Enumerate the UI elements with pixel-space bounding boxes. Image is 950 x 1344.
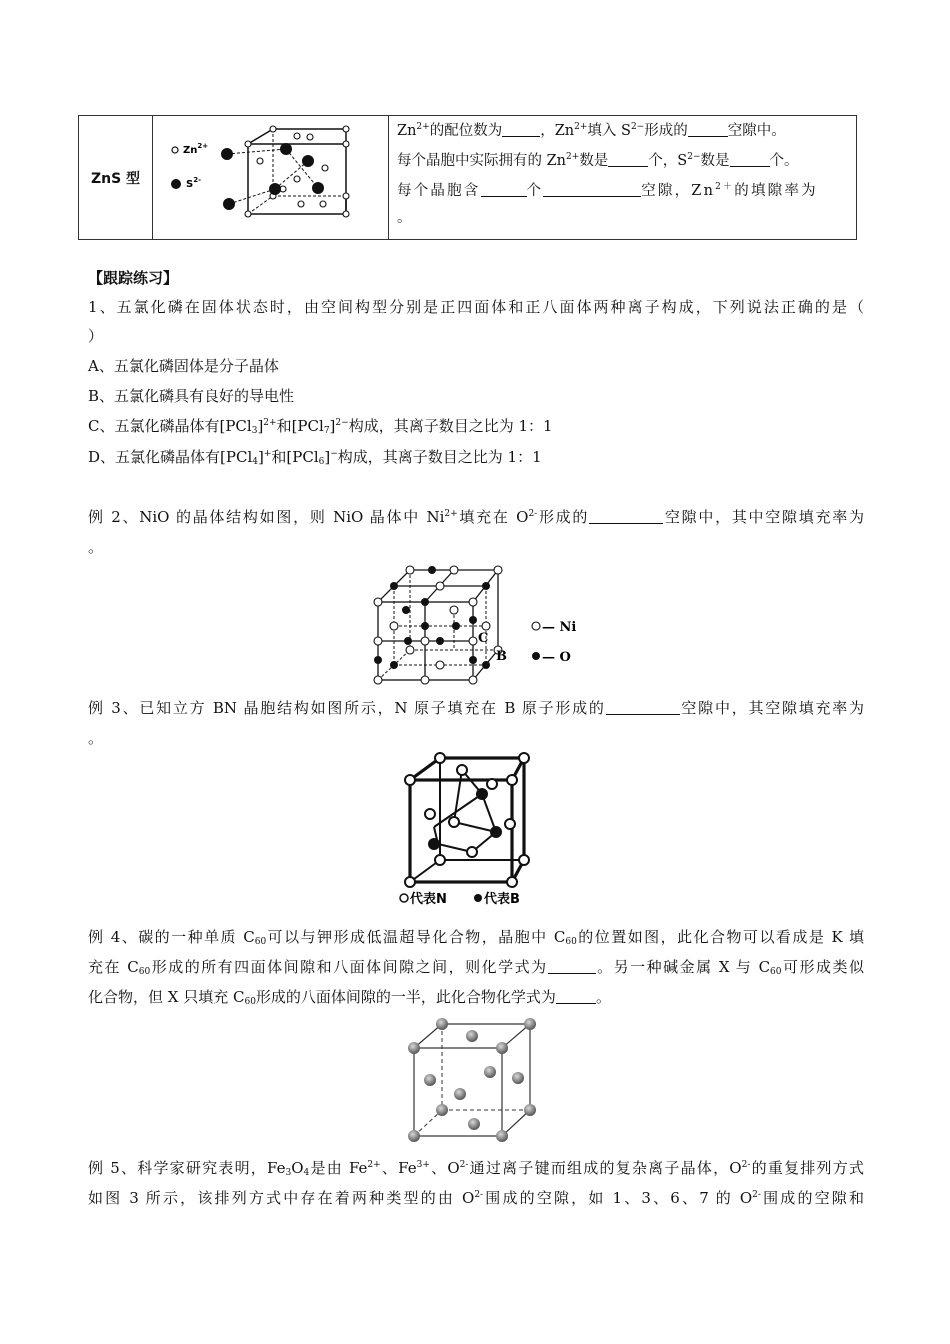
ex5-line-2: 如图 3 所示，该排列方式中存在着两种类型的由 $O^{2-}$围成的空隙，如 1、3、6、7 的 $O^{2-}$围成的空隙和 [88, 1189, 864, 1207]
ex4-line-2: 充在 $C_{60}$形成的所有四面体间隙和八面体间隙之间，则化学式为 。另一种碱金属 X 与 $C_{60}$可形成类似 [88, 958, 864, 977]
answer-blank[interactable] [608, 152, 648, 167]
label-c: C [478, 631, 489, 646]
answer-blank[interactable] [543, 182, 641, 197]
answer-blank[interactable] [589, 509, 663, 524]
practice-heading: 【跟踪练习】 [88, 269, 179, 287]
ex4-line-1: 例 4、碳的一种单质 $C_{60}$可以与钾形成低温超导化合物，晶胞中 $C_{60}$的位置如图，此化合物可以看成是 K 填 [88, 928, 865, 947]
ex2-stem-end: 。 [88, 538, 104, 556]
zns-table [78, 115, 857, 240]
legend-b-marker [474, 894, 482, 902]
legend-b-label: 代表B [484, 892, 520, 907]
zns-line-1: $Zn^{2+}$的配位数为 ，$Zn^{2+}$填入 $S^{2-}$形成的 空隙中。 [397, 122, 786, 139]
answer-blank[interactable] [481, 182, 527, 197]
legend-s-label: $S^{2-}$ [186, 176, 201, 190]
legend-n-label: 代表N [410, 892, 447, 907]
label-b: B [496, 649, 507, 664]
legend-ni-marker [532, 622, 540, 630]
legend-zn-marker [172, 147, 178, 153]
ex3-stem-end: 。 [88, 729, 104, 747]
q1-option-c[interactable]: C、五氯化磷晶体有$[PCl_3]^{2+}$和$[PCl_7]^{2-}$构成，其离子数目之比为 1：1 [88, 417, 553, 436]
legend-n-marker [400, 894, 408, 902]
zns-line-2: 每个晶胞中实际拥有的 $Zn^{2+}$数是 个，$S^{2-}$数是 个。 [397, 152, 799, 169]
zns-questions [389, 116, 857, 240]
answer-blank[interactable] [730, 152, 770, 167]
answer-blank[interactable] [688, 122, 728, 137]
legend-zn-label: $Zn^{2+}$ [183, 142, 209, 156]
ex2-stem: 例 2、NiO 的晶体结构如图，则 NiO 晶体中 $Ni^{2+}$填充在 $O^{2-}$形成的 空隙中，其中空隙填充率为 [88, 508, 864, 526]
c60-crystal-figure [402, 1016, 548, 1146]
answer-blank[interactable] [556, 989, 596, 1004]
q1-option-a[interactable]: A、五氯化磷固体是分子晶体 [88, 357, 279, 375]
zns-label: ZnS 型 [79, 116, 153, 240]
q1-stem-end: ） [88, 327, 104, 345]
q1-option-d[interactable]: D、五氯化磷晶体有[PCl$_4$]+和[PCl$_6$]−构成，其离子数目之比为 1：1 [88, 448, 542, 467]
ex4-line-3: 化合物，但 X 只填充 $C_{60}$形成的八面体间隙的一半，此化合物化学式为 。 [88, 988, 611, 1007]
legend-o-label: — O [542, 650, 571, 665]
zns-crystal-figure [153, 116, 388, 235]
q1-option-b[interactable]: B、五氯化磷具有良好的导电性 [88, 387, 295, 405]
zns-line-3: 每个晶胞含 个 空隙，$Zn^{2+}$的填隙率为 [397, 182, 818, 199]
nio-crystal-figure [368, 560, 583, 686]
zns-figure-cell [153, 116, 389, 240]
ex3-stem: 例 3、已知立方 BN 晶胞结构如图所示，N 原子填充在 B 原子形成的 空隙中，其空隙填充率为 [88, 699, 864, 717]
zns-line-4: 。 [397, 210, 412, 226]
legend-ni-label: — Ni [542, 620, 577, 635]
q1-stem: 1、五氯化磷在固体状态时，由空间构型分别是正四面体和正八面体两种离子构成，下列说法正确的是（ [88, 298, 864, 316]
answer-blank[interactable] [502, 122, 540, 137]
legend-s-marker [171, 179, 181, 189]
ex5-line-1: 例 5、科学家研究表明，$Fe_3O_4$是由 $Fe^{2+}$、$Fe^{3+}$、$O^{2-}$通过离子键而组成的复杂离子晶体，$O^{2-}$的重复排列方式 [88, 1159, 864, 1178]
bn-crystal-figure [392, 752, 552, 912]
answer-blank[interactable] [606, 700, 680, 715]
legend-o-marker [532, 652, 540, 660]
answer-blank[interactable] [548, 959, 596, 974]
